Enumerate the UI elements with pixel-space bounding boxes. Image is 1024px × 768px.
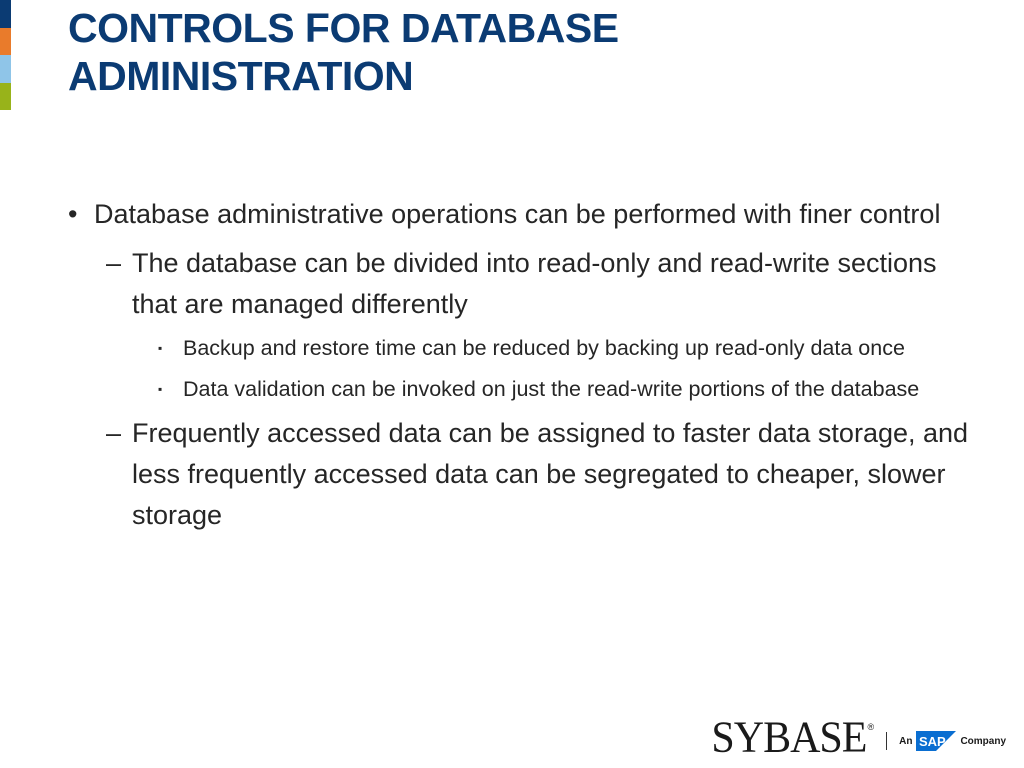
- sub-sub-bullet-item: [158, 372, 988, 406]
- sap-tagline: [899, 731, 1006, 751]
- sub-bullet-text: Frequently accessed data can be assigned to faster data storage, and less frequently accessed data can be segregated to cheaper, slower storage: [132, 418, 969, 530]
- bullet-dot-icon: •: [68, 199, 78, 229]
- sap-logo-icon: [916, 731, 956, 751]
- slide-body: [68, 194, 988, 542]
- slide-title-line-2: ADMINISTRATION: [68, 53, 414, 99]
- dash-icon: –: [106, 248, 122, 278]
- sub-bullet-item: [106, 243, 988, 325]
- sub-sub-bullet-text: Backup and restore time can be reduced by backing up read-only data once: [183, 336, 905, 360]
- sub-bullet-item: [106, 413, 988, 536]
- square-bullet-icon: ▪: [158, 382, 163, 396]
- slide-title: [68, 4, 968, 100]
- tagline-prefix: An: [899, 735, 913, 747]
- bullet-item: [68, 194, 988, 235]
- sub-sub-bullet-item: [158, 331, 988, 365]
- tagline-suffix: Company: [960, 735, 1006, 747]
- square-bullet-icon: ▪: [158, 341, 163, 355]
- sybase-wordmark: SYBASE: [711, 713, 867, 763]
- company-logo: [711, 713, 1006, 763]
- logo-divider: [886, 732, 887, 750]
- accent-segment-navy: [0, 0, 11, 28]
- accent-color-bar: [0, 0, 11, 110]
- dash-icon: –: [106, 418, 122, 448]
- sap-logo-text: SAP: [919, 734, 947, 749]
- slide-title-line-1: CONTROLS FOR DATABASE: [68, 5, 619, 51]
- accent-segment-green: [0, 83, 11, 111]
- registered-mark: ®: [867, 722, 875, 732]
- accent-segment-orange: [0, 28, 11, 56]
- bullet-text: Database administrative operations can be performed with finer control: [94, 199, 941, 229]
- accent-segment-lightblue: [0, 55, 11, 83]
- sub-sub-bullet-text: Data validation can be invoked on just the read-write portions of the database: [183, 377, 920, 401]
- sub-bullet-text: The database can be divided into read-only and read-write sections that are managed differently: [132, 248, 937, 319]
